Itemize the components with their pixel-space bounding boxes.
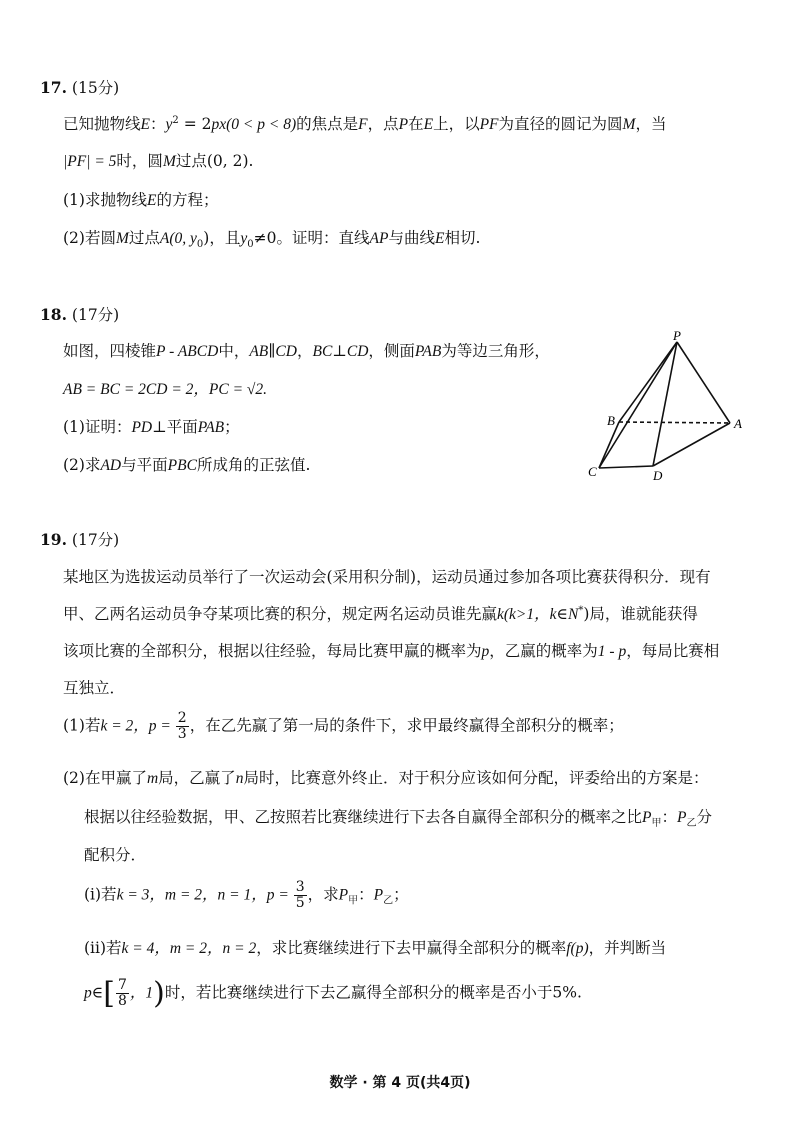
text: ： — [661, 808, 677, 826]
q19-number: 19. — [40, 530, 67, 549]
math: BC⊥CD — [312, 343, 369, 360]
math: f(p) — [566, 940, 589, 957]
q19-score: (17分) — [71, 531, 120, 549]
text: 与曲线 — [388, 229, 435, 247]
edge-BC — [599, 422, 619, 468]
text: ，且 — [209, 229, 241, 247]
text: 某地区为选拔运动员举行了一次运动会(采用积分制)，运动员通过参加各项比赛获得积分．现有 — [63, 568, 711, 586]
q17-part1 — [63, 188, 218, 210]
math: P — [338, 886, 349, 904]
math: k = 4，m = 2，n = 2 — [121, 940, 257, 957]
text: ，求 — [307, 885, 339, 904]
math: 乙 — [686, 818, 697, 830]
math: 甲 — [651, 818, 662, 830]
math: 2 — [172, 114, 179, 126]
page-footer: 数学 · 第 4 页(共4页) — [329, 1075, 471, 1091]
text: ； — [393, 885, 409, 904]
q18-number: 18. — [40, 305, 67, 324]
text: (1)求抛物线 — [63, 191, 147, 209]
edge-BA-hidden — [619, 422, 730, 423]
fraction-denominator: 8 — [117, 993, 127, 1009]
text: 的方程； — [156, 191, 219, 209]
q17-part2 — [63, 226, 480, 250]
math: = 2 — [178, 115, 212, 133]
math: p — [481, 643, 490, 660]
text: 与平面 — [121, 456, 168, 474]
text: ，每局比赛相 — [626, 642, 720, 660]
q18-header — [40, 303, 119, 325]
text: 。证明：直线 — [276, 229, 370, 247]
math: k = 2，p = — [100, 717, 175, 735]
q19-stem-line2 — [63, 602, 698, 624]
text: 中， — [218, 342, 250, 360]
text: ，侧面 — [368, 342, 415, 360]
text: (1)证明： — [63, 418, 132, 436]
fraction-numerator: 2 — [177, 710, 187, 726]
bracket: [ — [103, 976, 115, 1011]
text: 时，若比赛继续进行下去乙赢得全部积分的概率是否小于5%. — [164, 983, 582, 1002]
math: n — [235, 770, 244, 787]
math: P — [373, 886, 384, 904]
math: ≠0 — [253, 229, 277, 247]
fraction-denominator: 5 — [295, 895, 305, 911]
math: P — [398, 116, 409, 133]
q19-part2-ii-line2 — [84, 976, 582, 1011]
math: P - ABCD — [156, 343, 219, 360]
math: m — [146, 770, 159, 787]
text: 上，以 — [433, 115, 480, 133]
math: M — [622, 116, 636, 133]
text: 已知抛物线 — [63, 115, 141, 133]
text: ： — [149, 115, 166, 133]
math: |PF| = 5 — [63, 153, 117, 170]
math: k(k>1，k∈N — [497, 606, 579, 623]
q19-part2-line2 — [84, 805, 712, 829]
text: ，当 — [635, 115, 667, 133]
math: k = 3，m = 2，n = 1，p = — [116, 886, 293, 904]
text: )局，谁就能获得 — [583, 605, 698, 623]
edge-DA — [653, 423, 730, 466]
math: ，1 — [129, 984, 154, 1002]
q19-part2-line3 — [84, 843, 146, 865]
text: ，在乙先赢了第一局的条件下，求甲最终赢得全部积分的概率； — [189, 716, 624, 735]
math: PD⊥ — [131, 419, 167, 436]
label-P: P — [673, 330, 681, 343]
fraction-2-3 — [176, 711, 189, 742]
text: 为直径的圆记为圆 — [498, 115, 623, 133]
label-A: A — [734, 416, 742, 431]
q19-part2-ii-line1 — [84, 936, 666, 958]
q17-stem-line1 — [63, 112, 666, 134]
text: 该项比赛的全部积分，根据以往经验，每局比赛甲赢的概率为 — [63, 642, 482, 660]
math: F — [358, 116, 368, 133]
math: M — [115, 230, 129, 247]
text: ： — [358, 885, 374, 904]
text: (2)求 — [63, 456, 101, 474]
text: ，并判断当 — [588, 939, 667, 957]
math: 甲 — [348, 895, 359, 907]
q18-part1 — [63, 415, 240, 437]
text: ，点 — [367, 115, 399, 133]
text: 过点 — [128, 229, 160, 247]
math: PAB — [414, 343, 442, 360]
text: 如图，四棱锥 — [63, 342, 157, 360]
text: 根据以往经验数据，甲、乙按照若比赛继续进行下去各自赢得全部积分的概率之比 — [84, 808, 643, 826]
text: 平面 — [166, 418, 198, 436]
math: E — [140, 116, 150, 133]
math: PF — [479, 116, 499, 133]
q18-stem-line1 — [63, 339, 550, 361]
edge-CD — [599, 466, 653, 468]
math: PAB — [197, 419, 225, 436]
math: ) — [203, 229, 210, 247]
q19-header — [40, 528, 119, 550]
math: * — [578, 604, 584, 616]
math: (0 < p < 8) — [226, 116, 297, 133]
math: 0 — [247, 239, 254, 251]
math: E — [423, 116, 434, 133]
text: ， — [296, 342, 313, 360]
math: P — [677, 809, 687, 826]
math: PBC — [167, 457, 197, 474]
text: 局，乙赢了 — [158, 769, 236, 787]
edge-PA — [677, 342, 730, 423]
text: (i)若 — [84, 885, 117, 904]
math: A(0, y — [159, 230, 197, 247]
math: px — [211, 116, 227, 133]
text: 为等边三角形， — [441, 342, 550, 360]
q17-score: (15分) — [71, 79, 120, 97]
text: 互独立． — [63, 679, 126, 697]
text: ，求比赛继续进行下去甲赢得全部积分的概率 — [256, 939, 567, 957]
math: 1 - p — [597, 643, 627, 660]
q19-part2-line1 — [63, 766, 708, 788]
q18-part2 — [63, 453, 310, 475]
text: ，乙赢的概率为 — [489, 642, 598, 660]
math: AB∥CD — [249, 343, 297, 360]
text: ； — [224, 418, 240, 436]
math: y — [165, 116, 173, 133]
math: y — [240, 230, 248, 247]
fraction-numerator: 3 — [295, 879, 305, 895]
q17-header — [40, 76, 119, 98]
q19-part1 — [63, 711, 624, 742]
text: 在 — [408, 115, 424, 133]
text: (ii)若 — [84, 939, 122, 957]
fraction-denominator: 3 — [177, 726, 187, 742]
q19-stem-line4 — [63, 676, 125, 698]
text: 局时，比赛意外终止．对于积分应该如何分配，评委给出的方案是： — [243, 769, 709, 787]
math: E — [434, 230, 445, 247]
label-D: D — [653, 468, 663, 483]
label-C: C — [588, 464, 597, 479]
text: (2)若圆 — [63, 229, 116, 247]
q17-number: 17. — [40, 78, 67, 97]
text: 分 — [696, 808, 712, 826]
math: E — [146, 192, 157, 209]
math: M — [162, 153, 176, 170]
text: 所成角的正弦值. — [196, 456, 311, 474]
math: 0 — [196, 239, 204, 251]
bracket: ) — [153, 976, 165, 1011]
math: AB = BC = 2CD = 2，PC = √2. — [63, 381, 268, 398]
text: 配积分． — [84, 846, 147, 864]
edge-PB — [619, 342, 677, 422]
math: AP — [369, 230, 389, 247]
pyramid-figure — [585, 330, 755, 490]
q19-stem-line1 — [63, 565, 711, 587]
q18-score: (17分) — [71, 306, 120, 324]
text: (2)在甲赢了 — [63, 769, 147, 787]
text: (1)若 — [63, 716, 101, 735]
math: p∈ — [84, 984, 104, 1002]
q18-stem-line2 — [63, 377, 267, 399]
q19-stem-line3 — [63, 639, 719, 661]
q19-part2-i — [84, 880, 409, 911]
label-B: B — [607, 413, 615, 428]
fraction-numerator: 7 — [117, 977, 127, 993]
fraction-3-5 — [294, 880, 307, 911]
math: 乙 — [383, 895, 394, 907]
math: P — [642, 809, 652, 826]
text: 过点(0, 2). — [175, 152, 254, 170]
q17-stem-line2 — [63, 149, 253, 171]
text: 的焦点是 — [296, 115, 359, 133]
text: 相切. — [444, 229, 481, 247]
text: 时，圆 — [116, 152, 163, 170]
fraction-7-8 — [116, 978, 129, 1009]
math: AD — [100, 457, 122, 474]
text: 甲、乙两名运动员争夺某项比赛的积分，规定两名运动员谁先赢 — [63, 605, 498, 623]
